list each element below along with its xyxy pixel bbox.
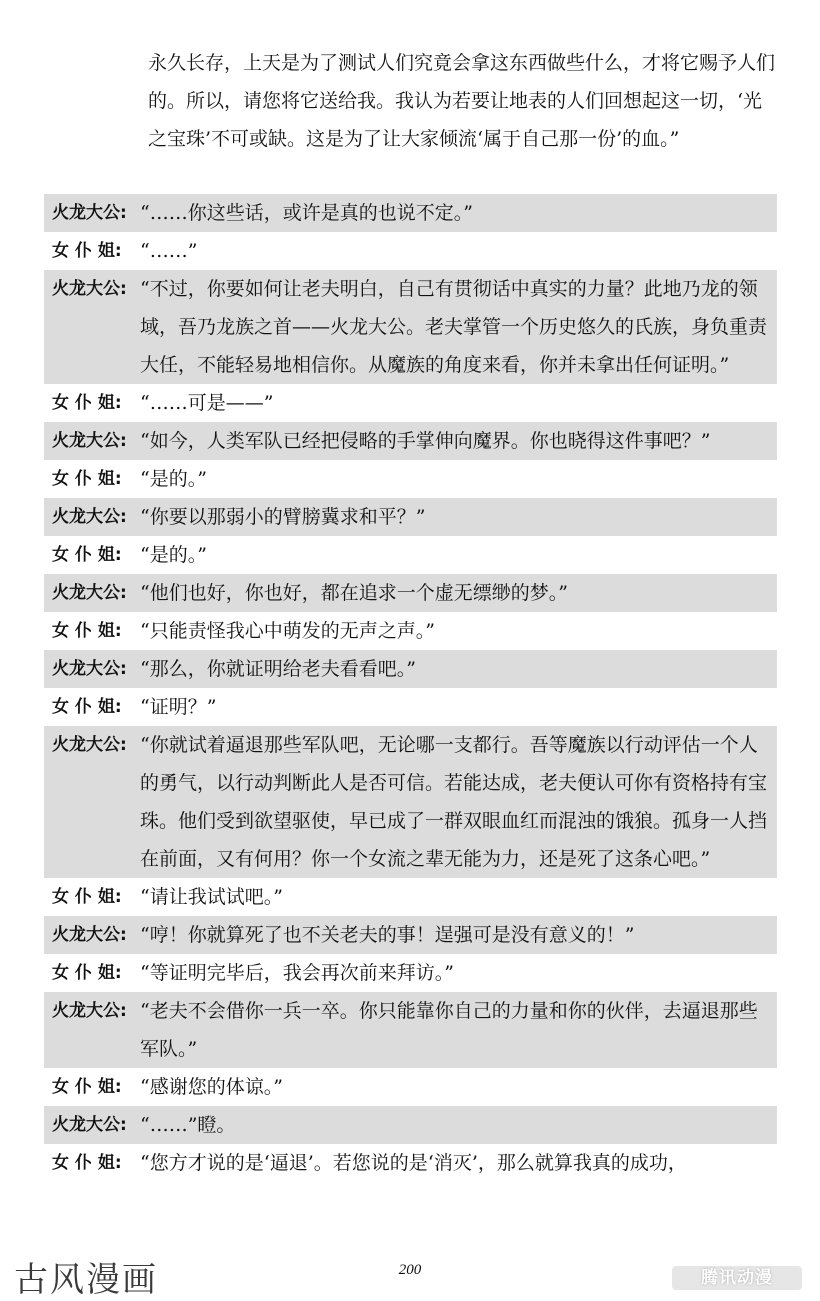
speech-text: “他们也好，你也好，都在追求一个虚无缥缈的梦。”	[140, 582, 568, 604]
dialogue-row	[44, 992, 777, 1068]
speaker-label: 火龙大公:	[52, 735, 127, 755]
speech-text: “老夫不会借你一兵一卒。你只能靠你自己的力量和你的伙伴，去逼退那些军队。”	[140, 1000, 758, 1060]
speech-text: “你就试着逼退那些军队吧，无论哪一支都行。吾等魔族以行动评估一个人的勇气，以行动判断此人是否可信。若能达成，老夫便认可你有资格持有宝珠。他们受到欲望驱使，早已成了一群双眼血红而混浊的饿狼。孤身一人挡在前面，又有何用？你一个女流之辈无能为力，还是死了这条心吧。”	[140, 734, 768, 870]
speaker-label: 火龙大公:	[52, 659, 127, 679]
speaker-label: 火龙大公:	[52, 203, 127, 223]
dialogue-row	[44, 612, 777, 650]
speech-text: “哼！你就算死了也不关老夫的事！逞强可是没有意义的！”	[140, 924, 635, 946]
speaker-label: 女 仆 姐:	[52, 469, 122, 489]
dialogue-row	[44, 536, 777, 574]
speaker-label: 女 仆 姐:	[52, 697, 122, 717]
speech-text: “不过，你要如何让老夫明白，自己有贯彻话中真实的力量？此地乃龙的领域，吾乃龙族之首——火龙大公。老夫掌管一个历史悠久的氏族，身负重责大任，不能轻易地相信你。从魔族的角度来看，你并未拿出任何证明。”	[140, 278, 768, 376]
speaker-label: 女 仆 姐:	[52, 241, 122, 261]
speech-text: “等证明完毕后，我会再次前来拜访。”	[140, 962, 454, 984]
speech-text: “只能责怪我心中萌发的无声之声。”	[140, 620, 435, 642]
dialogue-row	[44, 650, 777, 688]
speaker-label: 火龙大公:	[52, 507, 127, 527]
dialogue-row	[44, 1144, 777, 1182]
speech-text: “是的。”	[140, 544, 207, 566]
page-number: 200	[398, 1262, 422, 1278]
dialogue-row	[44, 232, 777, 270]
speech-text: “证明？”	[140, 696, 217, 718]
speaker-label: 女 仆 姐:	[52, 1153, 122, 1173]
speech-text: “……”	[140, 240, 198, 262]
speaker-label: 火龙大公:	[52, 925, 127, 945]
dialogue-row	[44, 954, 777, 992]
speaker-label: 火龙大公:	[52, 583, 127, 603]
dialogue-row	[44, 574, 777, 612]
dialogue-row	[44, 194, 777, 232]
dialogue-row	[44, 422, 777, 460]
speaker-label: 火龙大公:	[52, 431, 127, 451]
speaker-label: 火龙大公:	[52, 279, 127, 299]
site-logo: 古风漫画	[14, 1260, 158, 1300]
speaker-label: 女 仆 姐:	[52, 621, 122, 641]
dialogue-row	[44, 726, 777, 878]
dialogue-list	[44, 194, 777, 1182]
speaker-label: 女 仆 姐:	[52, 887, 122, 907]
speaker-label: 火龙大公:	[52, 1115, 127, 1135]
speech-text: “那么，你就证明给老夫看看吧。”	[140, 658, 416, 680]
speaker-label: 火龙大公:	[52, 1001, 127, 1021]
speaker-label: 女 仆 姐:	[52, 545, 122, 565]
speaker-label: 女 仆 姐:	[52, 393, 122, 413]
dialogue-row	[44, 270, 777, 384]
dialogue-row	[44, 688, 777, 726]
dialogue-row	[44, 1068, 777, 1106]
speech-text: “感谢您的体谅。”	[140, 1076, 283, 1098]
dialogue-row	[44, 384, 777, 422]
speech-text: “……你这些话，或许是真的也说不定。”	[140, 202, 473, 224]
watermark-logo: 腾讯动漫	[672, 1266, 802, 1290]
speech-text: “您方才说的是‘逼退’。若您说的是‘消灭’，那么就算我真的成功，	[140, 1152, 687, 1174]
dialogue-row	[44, 460, 777, 498]
speaker-label: 女 仆 姐:	[52, 1077, 122, 1097]
speech-text: “……”瞪。	[140, 1114, 236, 1136]
speech-text: “如今，人类军队已经把侵略的手掌伸向魔界。你也晓得这件事吧？”	[140, 430, 711, 452]
dialogue-row	[44, 498, 777, 536]
speech-text: “是的。”	[140, 468, 207, 490]
speech-text: “你要以那弱小的臂膀冀求和平？”	[140, 506, 426, 528]
speech-text: “请让我试试吧。”	[140, 886, 283, 908]
dialogue-row	[44, 1106, 777, 1144]
dialogue-row	[44, 916, 777, 954]
speaker-label: 女 仆 姐:	[52, 963, 122, 983]
continuation-paragraph: 永久长存，上天是为了测试人们究竟会拿这东西做些什么，才将它赐予人们的。所以，请您将它送给我。我认为若要让地表的人们回想起这一切，‘光之宝珠’不可或缺。这是为了让大家倾流‘属于自己那一份’的血。”	[148, 52, 776, 150]
dialogue-row	[44, 878, 777, 916]
speech-text: “……可是——”	[140, 392, 274, 414]
